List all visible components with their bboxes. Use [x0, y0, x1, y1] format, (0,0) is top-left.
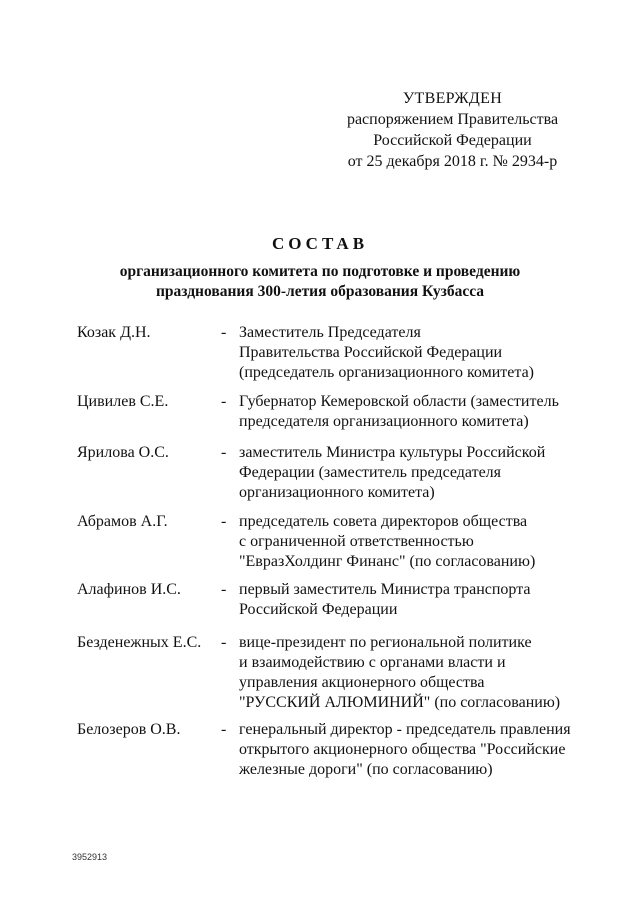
approval-date-line: от 25 декабря 2018 г. № 2934-р [347, 153, 558, 170]
member-name: Алафинов И.С. [77, 581, 181, 598]
document-title: СОСТАВ [271, 234, 369, 253]
member-dash: - [221, 393, 227, 410]
member-dash: - [221, 634, 227, 651]
member-name: Абрамов А.Г. [77, 513, 168, 530]
role-line: Российской Федерации [239, 601, 398, 618]
role-line: управления акционерного общества [239, 674, 485, 691]
approval-line: Российской Федерации [373, 132, 532, 149]
member-role [239, 580, 579, 620]
member-dash: - [221, 444, 227, 461]
role-line: вице-президент по региональной политике [239, 634, 532, 651]
member-name: Цивилев С.Е. [77, 393, 169, 410]
member-dash: - [221, 513, 227, 530]
role-line: организационного комитета) [239, 484, 435, 501]
document-subtitle [80, 262, 560, 302]
role-line: "ЕвразХолдинг Финанс" (по согласованию) [239, 553, 536, 570]
role-line: председателя организационного комитета) [239, 413, 529, 430]
member-name: Ярилова О.С. [77, 444, 169, 461]
role-line: первый заместитель Министра транспорта [239, 581, 531, 598]
approval-heading: УТВЕРЖДЕН [402, 90, 503, 107]
role-line: железные дороги" (по согласованию) [239, 761, 493, 778]
document-number: 3952913 [72, 852, 108, 862]
member-dash: - [221, 721, 227, 738]
role-line: с ограниченной ответственностью [239, 533, 474, 550]
approval-stamp [340, 88, 565, 172]
role-line: председатель совета директоров общества [239, 513, 528, 530]
approval-line: распоряжением Правительства [346, 111, 559, 128]
member-role [239, 633, 579, 713]
role-line: (председатель организационного комитета) [239, 364, 534, 381]
member-role [239, 323, 579, 383]
member-name: Белозеров О.В. [77, 721, 181, 738]
member-role [239, 512, 579, 572]
role-line: заместитель Министра культуры Российской [239, 444, 546, 461]
role-line: генеральный директор - председатель правления [239, 721, 571, 738]
member-dash: - [221, 324, 227, 341]
role-line: и взаимодействию с органами власти и [239, 654, 506, 671]
role-line: Заместитель Председателя [239, 324, 421, 341]
subtitle-line: организационного комитета по подготовке и проведению [119, 263, 521, 280]
role-line: Губернатор Кемеровской области (заместитель [239, 393, 559, 410]
role-line: Федерации (заместитель председателя [239, 464, 502, 481]
subtitle-line: празднования 300-летия образования Кузбасса [155, 283, 485, 300]
member-name: Козак Д.Н. [77, 324, 151, 341]
member-dash: - [221, 581, 227, 598]
role-line: открытого акционерного общества "Российские [239, 741, 566, 758]
role-line: "РУССКИЙ АЛЮМИНИЙ" (по согласованию) [239, 694, 561, 711]
member-role [239, 443, 579, 503]
role-line: Правительства Российской Федерации [239, 344, 503, 361]
member-role [239, 720, 579, 780]
member-role [239, 392, 579, 432]
member-name: Безденежных Е.С. [77, 634, 202, 651]
